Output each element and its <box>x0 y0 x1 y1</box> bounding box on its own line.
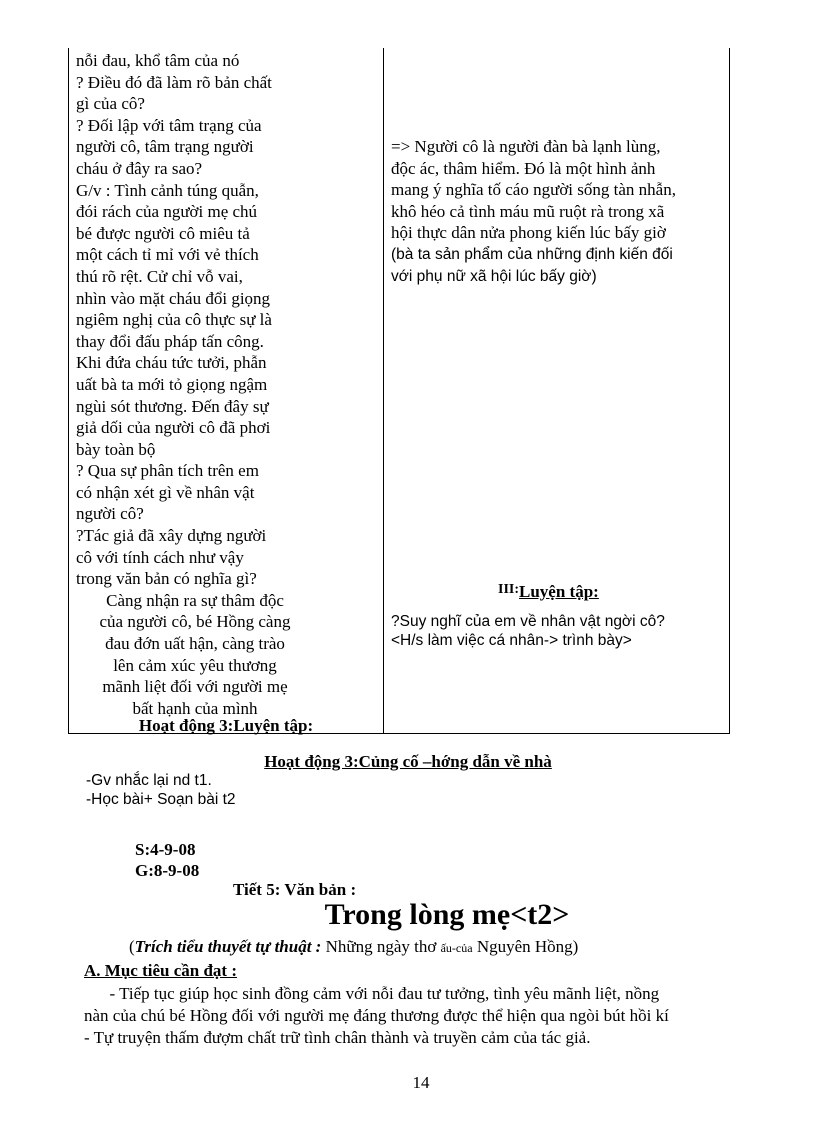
lesson-title: Trong lòng mẹ<t2> <box>324 898 570 931</box>
left-line: ?Tác giả đã xây dựng người <box>76 526 267 546</box>
left-line: bé được người cô miêu tả <box>76 223 250 243</box>
left-line: cháu ở đây ra sao? <box>76 158 203 178</box>
homework-line: -Học bài+ Soạn bài t2 <box>86 791 236 808</box>
right-line-note: (bà ta sản phẩm của những định kiến đối <box>391 245 673 263</box>
left-line: ngùi sót thương. Đến đây sự <box>76 396 269 416</box>
excerpt-work-small: ấu-của <box>440 941 473 955</box>
date-s: S:4-9-08 <box>135 840 196 859</box>
date-g: G:8-9-08 <box>135 861 200 880</box>
luyen-tap-heading <box>498 582 599 602</box>
left-line: ? Đối lập với tâm trạng của <box>76 115 262 135</box>
right-line-note: với phụ nữ xã hội lúc bấy giờ) <box>391 267 597 285</box>
right-line: hội thực dân nửa phong kiến lúc bấy giờ <box>391 223 666 243</box>
table-column-divider <box>383 48 384 734</box>
activity-3-heading: Hoạt động 3:Củng cố –hớng dẫn về nhà <box>264 752 552 771</box>
excerpt-open: ( <box>129 937 135 956</box>
left-line: uất bà ta mới tỏ giọng ngậm <box>76 374 268 394</box>
left-line: gì của cô? <box>76 94 145 114</box>
left-line: người cô? <box>76 504 144 524</box>
objectives-body <box>84 983 764 1049</box>
luyen-tap-question <box>391 612 665 650</box>
lesson-dates <box>135 839 199 881</box>
left-line: trong văn bản có nghĩa gì? <box>76 569 257 589</box>
table-right-column <box>391 136 721 287</box>
luyen-tap-line: <H/s làm việc cá nhân-> trình bày> <box>391 632 632 649</box>
right-line: mang ý nghĩa tố cáo người sống tàn nhẫn, <box>391 180 676 200</box>
left-line: G/v : Tình cảnh túng quẫn, <box>76 180 259 200</box>
left-line: có nhận xét gì về nhân vật <box>76 482 255 502</box>
left-line: nỗi đau, khổ tâm của nó <box>76 51 240 70</box>
luyen-tap-numeral: III: <box>498 582 520 597</box>
objective-line: - Tiếp tục giúp học sinh đồng cảm với nỗi đau tư tưởng, tình yêu mãnh liệt, nồng <box>84 984 660 1003</box>
left-line: ? Qua sự phân tích trên em <box>76 461 259 481</box>
luyen-tap-label: Luyện tập: <box>519 582 599 601</box>
left-centered-line: bất hạnh của mình <box>132 698 258 718</box>
excerpt-source <box>129 937 578 957</box>
right-line: => Người cô là người đàn bà lạnh lùng, <box>391 137 661 156</box>
left-line: Khi đứa cháu tức tưởi, phẫn <box>76 353 267 373</box>
left-centered-line: mãnh liệt đối với người mẹ <box>102 677 288 697</box>
excerpt-work: Những ngày thơ <box>321 937 441 956</box>
left-centered-line: Càng nhận ra sự thâm độc <box>106 590 284 610</box>
lesson-period: Tiết 5: Văn bản : <box>233 880 357 899</box>
objectives-heading: A. Mục tiêu cần đạt : <box>84 961 237 980</box>
left-centered-line: của người cô, bé Hồng càng <box>99 612 291 632</box>
homework-line: -Gv nhắc lại nd t1. <box>86 772 212 789</box>
left-line: cô với tính cách như vậy <box>76 547 244 567</box>
objective-line: nàn của chú bé Hồng đối với người mẹ đáng thương được thể hiện qua ngòi bút hồi kí <box>84 1006 669 1025</box>
left-line: nhìn vào mặt cháu đổi giọng <box>76 288 271 308</box>
luyen-tap-line: ?Suy nghĩ của em về nhân vật ngời cô? <box>391 613 665 630</box>
left-line: giả dối của người cô đã phơi <box>76 418 271 438</box>
left-line: thú rõ rệt. Cử chỉ vỗ vai, <box>76 266 243 286</box>
table-left-column <box>76 50 314 719</box>
page-number: 14 <box>412 1073 430 1092</box>
excerpt-author: Nguyên Hồng) <box>472 937 579 956</box>
left-line: ? Điều đó đã làm rõ bản chất <box>76 72 272 92</box>
left-line: ngiêm nghị của cô thực sự là <box>76 310 272 330</box>
homework-notes <box>86 771 236 809</box>
left-line: thay đổi đấu pháp tấn công. <box>76 331 264 351</box>
right-line: độc ác, thâm hiểm. Đó là một hình ảnh <box>391 158 656 178</box>
objective-line: - Tự truyện thấm đượm chất trữ tình chân thành và truyền cảm của tác giả. <box>84 1028 591 1047</box>
left-centered-line: lên cảm xúc yêu thương <box>113 655 277 675</box>
left-line: người cô, tâm trạng người <box>76 137 254 157</box>
left-line: bày toàn bộ <box>76 439 156 459</box>
left-line: đói rách của người mẹ chú <box>76 202 258 222</box>
right-line: khô héo cả tình máu mũ ruột rà trong xã <box>391 201 665 221</box>
left-line: một cách tỉ mỉ với vẻ thích <box>76 245 259 265</box>
left-column-activity-heading: Hoạt động 3:Luyện tập: <box>138 716 314 735</box>
left-centered-line: đau đớn uất hận, càng trào <box>105 634 285 654</box>
excerpt-label: Trích tiểu thuyết tự thuật : <box>134 937 322 956</box>
